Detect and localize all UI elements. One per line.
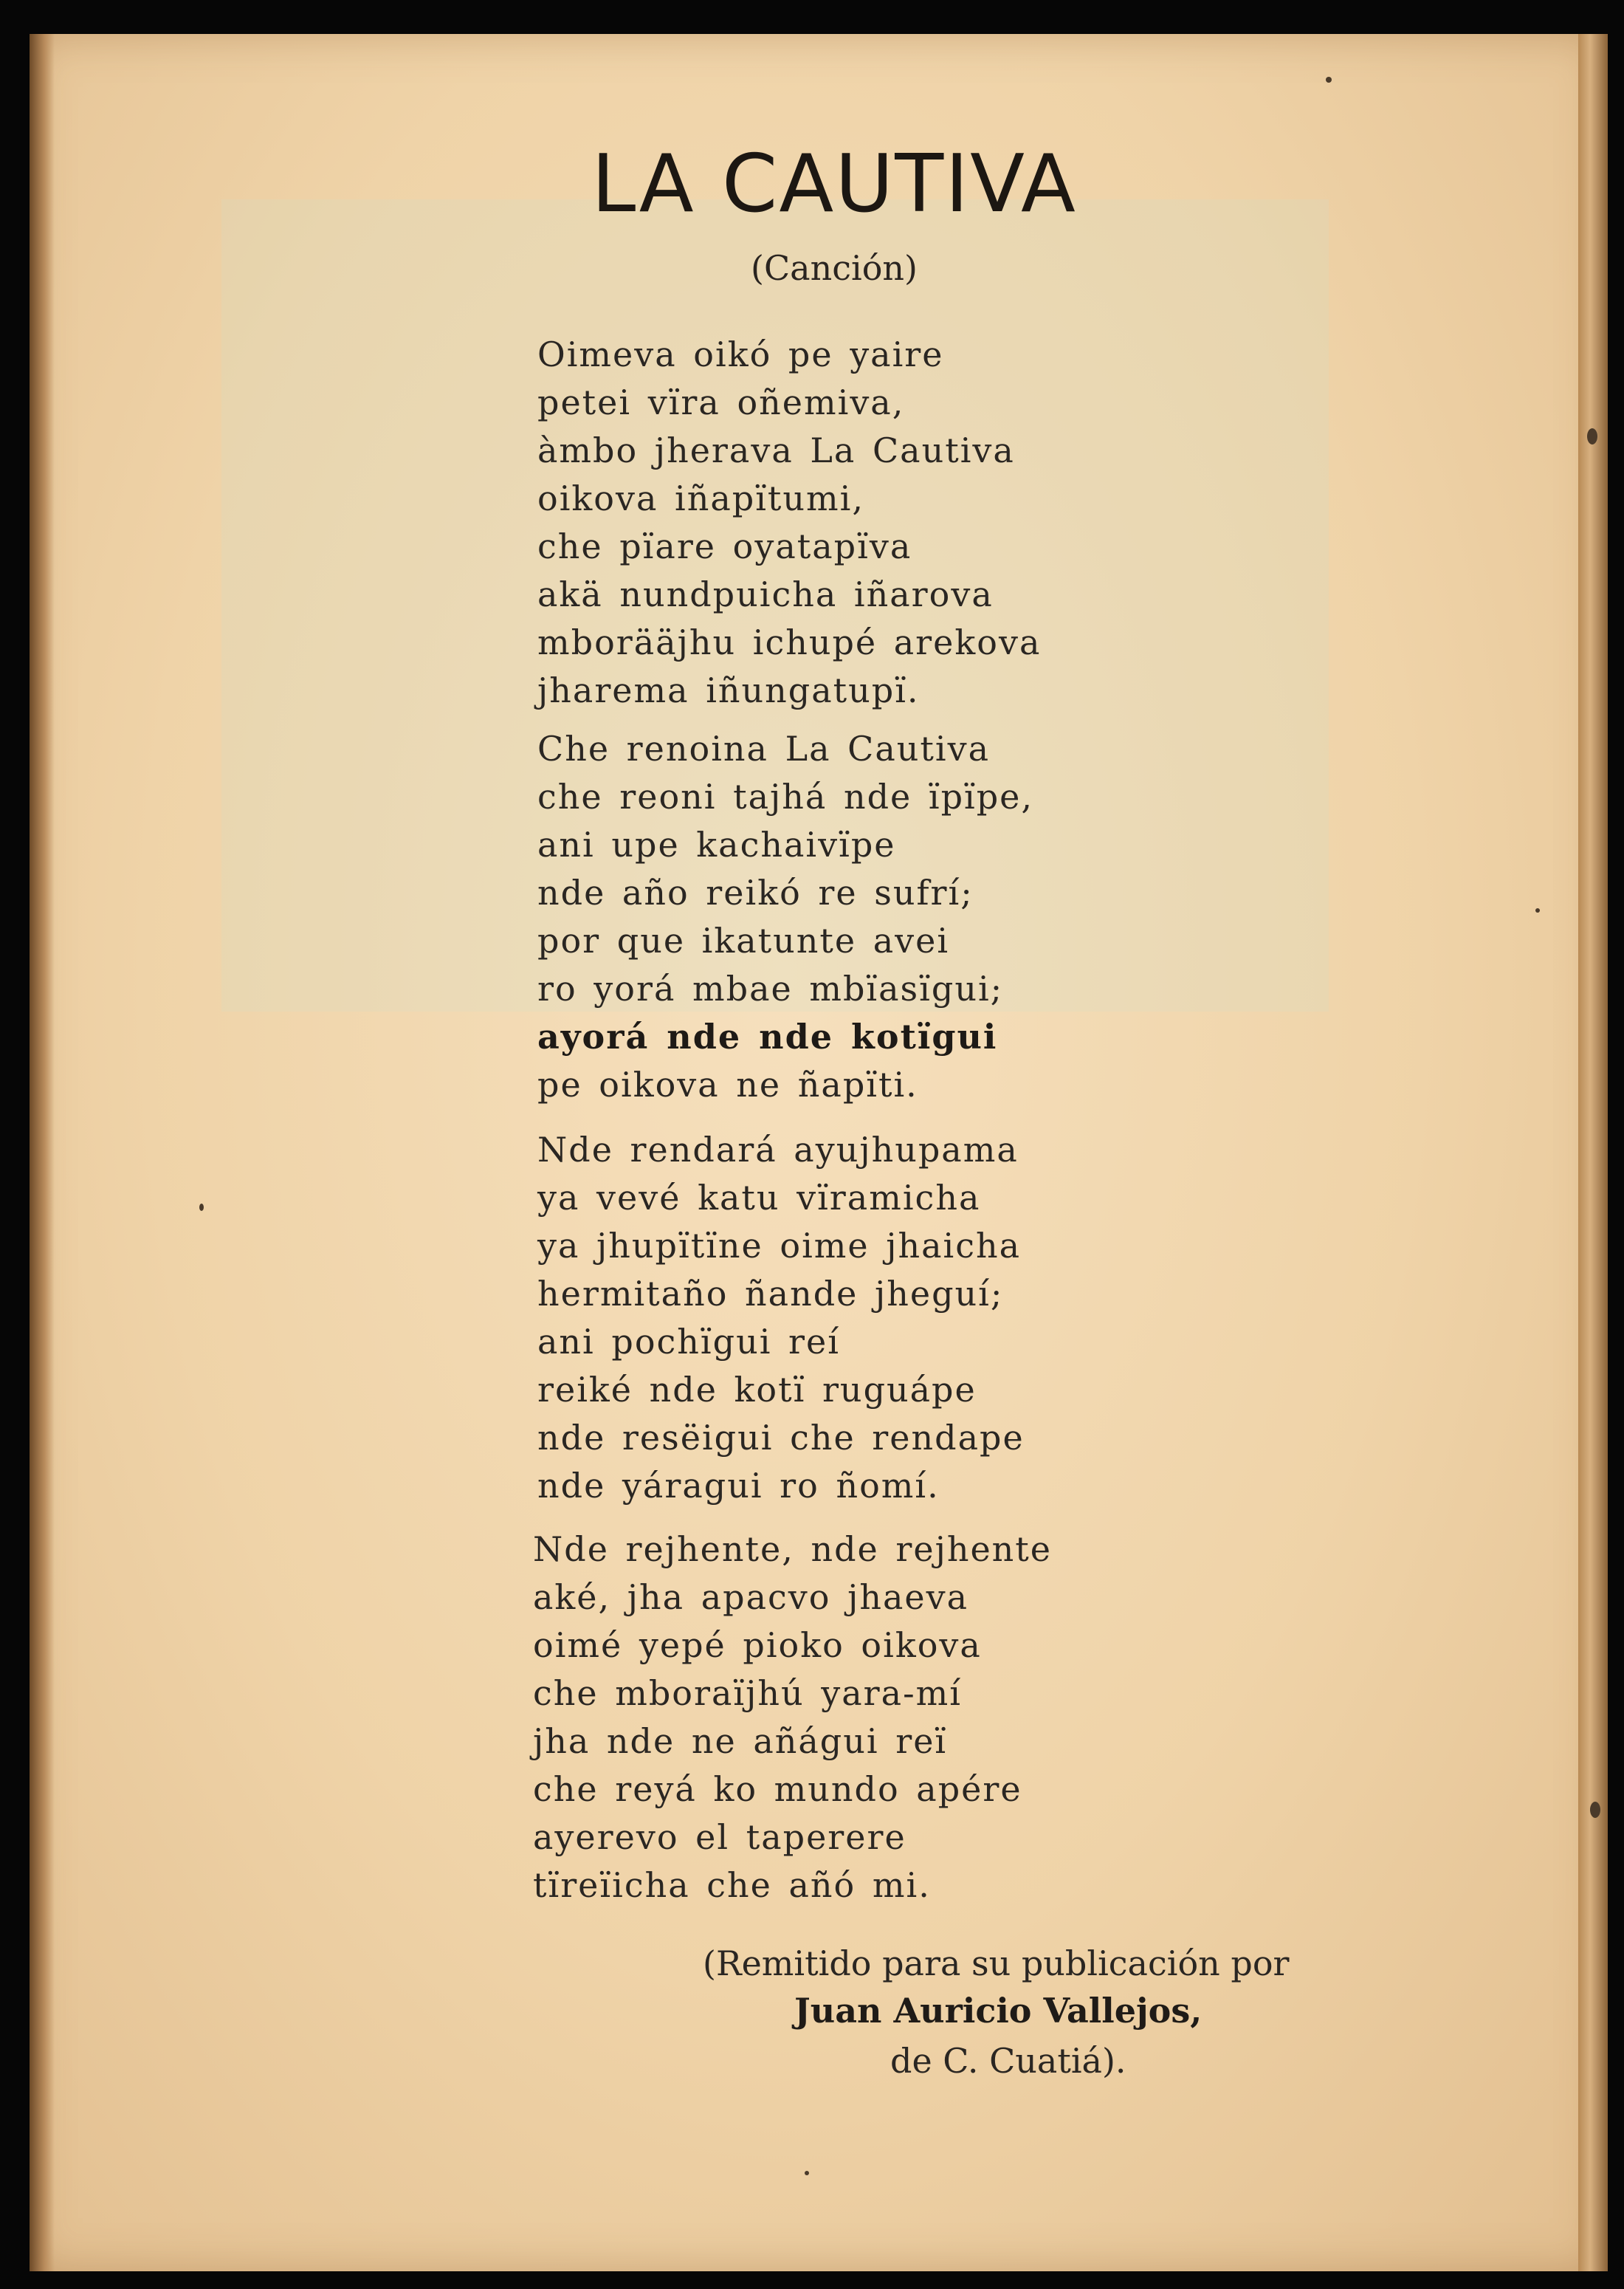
verse-line: Che renoina La Cautiva: [537, 729, 991, 769]
verse-line: che reyá ko mundo apére: [533, 1769, 1022, 1809]
page-right-edge: [1578, 34, 1608, 2271]
verse-line: ayorá nde nde kotïgui: [537, 1017, 998, 1057]
verse-line: oikova iñapïtumi,: [537, 478, 864, 518]
paper-speck: [199, 1204, 204, 1211]
verse-line: nde resëigui che rendape: [537, 1418, 1025, 1458]
verse-line: hermitaño ñande jheguí;: [537, 1274, 1004, 1314]
credit-author: Juan Auricio Vallejos,: [794, 1991, 1202, 2031]
verse-line: tïreïicha che añó mi.: [533, 1865, 931, 1905]
verse-line: aké, jha apacvo jhaeva: [533, 1577, 969, 1617]
verse-line: ya jhupïtïne oime jhaicha: [537, 1226, 1022, 1266]
page-left-edge: [30, 34, 55, 2271]
paper-speck: [1590, 1802, 1600, 1818]
verse-line: reiké nde kotï ruguápe: [537, 1370, 977, 1410]
verse-line: Oimeva oikó pe yaire: [537, 334, 944, 374]
verse-line: akä nundpuicha iñarova: [537, 574, 994, 614]
verse-line: mborääjhu ichupé arekova: [537, 622, 1042, 662]
verse-line: pe oikova ne ñapïti.: [537, 1065, 918, 1105]
verse-line: Nde rendará ayujhupama: [537, 1130, 1019, 1170]
verse-line: ro yorá mbae mbïasïgui;: [537, 969, 1004, 1009]
stanza-3: [537, 1126, 1276, 1510]
poem-title: LA CAUTIVA: [591, 138, 1077, 230]
verse-line: che mboraïjhú yara-mí: [533, 1673, 962, 1713]
paper-speck: [1326, 77, 1332, 83]
credit-origin: de C. Cuatiá).: [890, 2041, 1126, 2081]
paper-speck: [1535, 908, 1540, 913]
verse-line: nde año reikó re sufrí;: [537, 873, 974, 913]
verse-line: che reoni tajhá nde ïpïpe,: [537, 777, 1034, 817]
verse-line: Nde rejhente, nde rejhente: [533, 1529, 1053, 1569]
paper-speck: [1587, 428, 1597, 445]
stanza-1: [537, 331, 1276, 715]
stanza-2: [537, 725, 1276, 1109]
credit-line: (Remitido para su publicación por: [703, 1943, 1290, 1983]
poem-subtitle: (Canción): [751, 248, 918, 288]
verse-line: ya vevé katu vïramicha: [537, 1178, 981, 1218]
verse-line: ani pochïgui reí: [537, 1322, 840, 1362]
verse-line: ayerevo el taperere: [533, 1817, 906, 1857]
verse-line: jharema iñungatupï.: [537, 670, 920, 710]
verse-line: por que ikatunte avei: [537, 921, 950, 961]
verse-line: che pïare oyatapïva: [537, 526, 912, 566]
verse-line: nde yáragui ro ñomí.: [537, 1466, 940, 1506]
verse-line: oimé yepé pioko oikova: [533, 1625, 982, 1665]
verse-line: petei vïra oñemiva,: [537, 382, 905, 422]
stanza-4: [533, 1526, 1271, 1909]
verse-line: jha nde ne añágui reï: [533, 1721, 948, 1761]
paper-speck: [805, 2171, 809, 2175]
verse-line: àmbo jherava La Cautiva: [537, 430, 1015, 470]
verse-line: ani upe kachaivïpe: [537, 825, 896, 865]
